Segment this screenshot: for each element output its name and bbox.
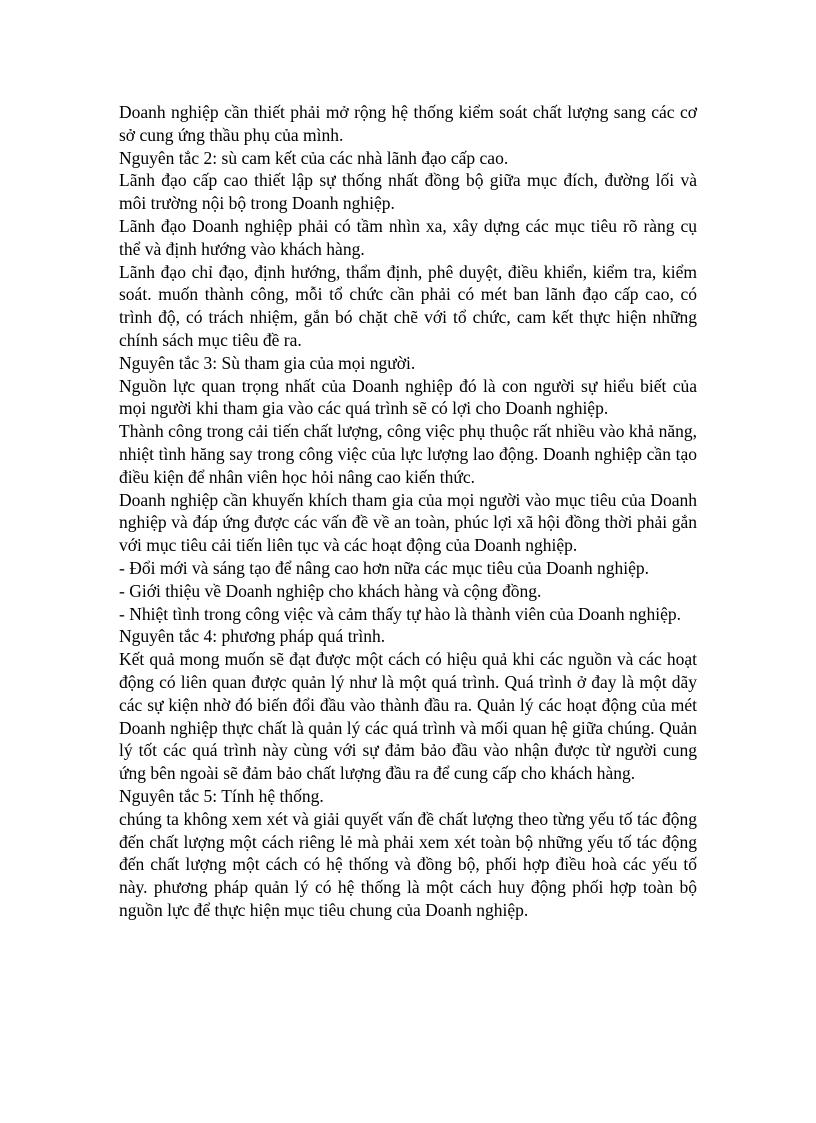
bullet-item-2: - Giới thiệu về Doanh nghiệp cho khách hàng và cộng đồng. bbox=[119, 580, 542, 601]
paragraph-14: Kết quả mong muốn sẽ đạt được một cách có hiệu quả khi các nguồn và các hoạt động có liên quan được quản lý như là một quá trình. Quá trình ở đay là một dãy các sự kiện nhờ đó biến đổi đầu vào thành đầu ra. Quản lý các hoạt động của mét Doanh nghiệp thực chất là quản lý các quá trình và mối quan hệ giữa chúng. Quản lý tốt các quá trình này cùng với sự đảm bảo đầu vào nhận được từ người cung ứng bên ngoài sẽ đảm bảo chất lượng đầu ra để cung cấp cho khách hàng. bbox=[119, 649, 697, 784]
paragraph-16: chúng ta không xem xét và giải quyết vấn đề chất lượng theo từng yếu tố tác động đến chất lượng một cách riêng lẻ mà phải xem xét toàn bộ những yếu tố tác động đến chất lượng một cách có hệ thống và đồng bộ, phối hợp điều hoà các yếu tố này. phương pháp quản lý có hệ thống là một cách huy động phối hợp toàn bộ nguồn lực để thực hiện mục tiêu chung của Doanh nghiệp. bbox=[119, 808, 697, 920]
paragraph-9: Doanh nghiệp cần khuyến khích tham gia của mọi người vào mục tiêu của Doanh nghiệp và đáp ứng được các vấn đề về an toàn, phúc lợi xã hội đồng thời phải gắn với mục tiêu cải tiến liên tục và các hoạt động của Doanh nghiệp. bbox=[119, 489, 697, 556]
paragraph-3: Lãnh đạo cấp cao thiết lập sự thống nhất đồng bộ giữa mục đích, đường lối và môi trường nội bộ trong Doanh nghiệp. bbox=[119, 170, 697, 214]
heading-principle-2: Nguyên tắc 2: sù cam kết của các nhà lãnh đạo cấp cao. bbox=[119, 147, 509, 168]
paragraph-5: Lãnh đạo chỉ đạo, định hướng, thẩm định, phê duyệt, điều khiển, kiểm tra, kiểm soát. muốn thành công, mỗi tổ chức cần phải có mét ban lãnh đạo cấp cao, có trình độ, có trách nhiệm, gắn bó chặt chẽ với tổ chức, cam kết thực hiện những chính sách mục tiêu đề ra. bbox=[119, 261, 697, 350]
paragraph-7: Nguồn lực quan trọng nhất của Doanh nghiệp đó là con người sự hiểu biết của mọi người khi tham gia vào các quá trình sẽ có lợi cho Doanh nghiệp. bbox=[119, 375, 697, 419]
heading-principle-5: Nguyên tắc 5: Tính hệ thống. bbox=[119, 785, 324, 806]
paragraph-1: Doanh nghiệp cần thiết phải mở rộng hệ thống kiểm soát chất lượng sang các cơ sở cung ứng thầu phụ của mình. bbox=[119, 102, 697, 145]
document-page bbox=[119, 101, 697, 922]
heading-principle-4: Nguyên tắc 4: phương pháp quá trình. bbox=[119, 626, 386, 647]
paragraph-4: Lãnh đạo Doanh nghiệp phải có tầm nhìn xa, xây dựng các mục tiêu rõ ràng cụ thể và định hướng vào khách hàng. bbox=[119, 215, 697, 259]
heading-principle-3: Nguyên tắc 3: Sù tham gia của mọi người. bbox=[119, 352, 416, 373]
paragraph-8: Thành công trong cải tiến chất lượng, công việc phụ thuộc rất nhiều vào khả năng, nhiệt tình hăng say trong công việc của lực lượng lao động. Doanh nghiệp cần tạo điều kiện để nhân viên học hỏi nâng cao kiến thức. bbox=[119, 421, 697, 487]
bullet-item-3: - Nhiệt tình trong công việc và cảm thấy tự hào là thành viên của Doanh nghiệp. bbox=[119, 603, 682, 624]
bullet-item-1: - Đổi mới và sáng tạo để nâng cao hơn nữa các mục tiêu của Doanh nghiệp. bbox=[119, 557, 649, 578]
